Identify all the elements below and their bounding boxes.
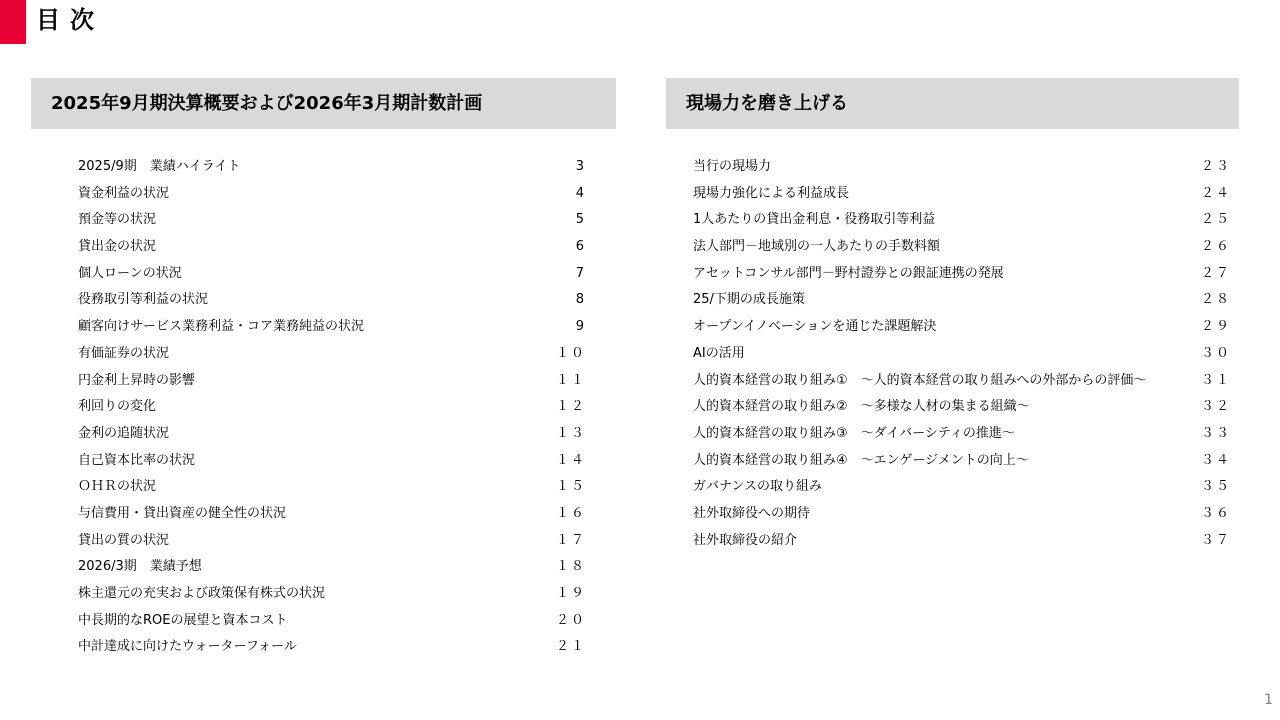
toc-item-page-number: １５ xyxy=(555,479,586,495)
toc-item-page-number: １４ xyxy=(555,452,586,468)
toc-item[interactable] xyxy=(78,554,584,581)
toc-item-page-number: １６ xyxy=(555,505,586,521)
toc-item[interactable] xyxy=(693,528,1229,555)
toc-item-label: 法人部門－地域別の一人あたりの手数料額 xyxy=(693,239,941,255)
page-title: 目次 xyxy=(36,6,104,34)
toc-item-label: 貸出の質の状況 xyxy=(78,532,170,548)
toc-item[interactable] xyxy=(78,501,584,528)
toc-item[interactable] xyxy=(78,287,584,314)
toc-item-page-number: ２１ xyxy=(555,639,586,655)
toc-item-page-number: ２６ xyxy=(1200,239,1231,255)
toc-item[interactable] xyxy=(78,207,584,234)
toc-item[interactable] xyxy=(78,528,584,555)
toc-item-page-number: 4 xyxy=(575,185,586,201)
toc-item-page-number: ２８ xyxy=(1200,292,1231,308)
toc-item-page-number: ２０ xyxy=(555,612,586,628)
toc-item-page-number: ３０ xyxy=(1200,345,1231,361)
toc-item-label: 自己資本比率の状況 xyxy=(78,452,196,468)
toc-item[interactable] xyxy=(78,421,584,448)
toc-item-page-number: ３３ xyxy=(1200,425,1231,441)
toc-item-page-number: ３２ xyxy=(1200,399,1231,415)
toc-item[interactable] xyxy=(78,181,584,208)
toc-item-label: 現場力強化による利益成長 xyxy=(693,185,850,201)
toc-item-label: 円金利上昇時の影響 xyxy=(78,372,196,388)
toc-item[interactable] xyxy=(78,341,584,368)
toc-item-page-number: 7 xyxy=(575,265,586,281)
toc-item[interactable] xyxy=(78,474,584,501)
toc-item[interactable] xyxy=(693,421,1229,448)
toc-item[interactable] xyxy=(693,368,1229,395)
toc-item-label: 中長期的なROEの展望と資本コスト xyxy=(78,612,288,628)
toc-item[interactable] xyxy=(78,634,584,661)
toc-item-label: 25/下期の成長施策 xyxy=(693,292,805,308)
toc-item-page-number: １２ xyxy=(555,399,586,415)
toc-item-page-number: ３１ xyxy=(1200,372,1231,388)
toc-item[interactable] xyxy=(693,341,1229,368)
toc-item-page-number: 3 xyxy=(575,159,586,174)
toc-item-label: 社外取締役への期待 xyxy=(693,505,811,521)
toc-item[interactable] xyxy=(78,154,584,181)
toc-item[interactable] xyxy=(693,207,1229,234)
toc-item[interactable] xyxy=(693,234,1229,261)
toc-item-label: 2025/9期 業績ハイライト xyxy=(78,159,241,174)
toc-item-label: 与信費用・貸出資産の健全性の状況 xyxy=(78,505,287,521)
toc-item-label: ガバナンスの取り組み xyxy=(693,479,822,495)
toc-item-label: ＯＨＲの状況 xyxy=(78,479,157,495)
toc-item[interactable] xyxy=(693,154,1229,181)
toc-item-label: 2026/3期 業績予想 xyxy=(78,559,202,575)
toc-item-page-number: ２５ xyxy=(1200,212,1231,228)
toc-item-label: 中計達成に向けたウォーターフォール xyxy=(78,639,297,655)
toc-item-page-number: ３５ xyxy=(1200,479,1231,495)
toc-item-page-number: 9 xyxy=(575,319,586,335)
toc-list-financial-results xyxy=(78,154,584,661)
toc-item-label: 預金等の状況 xyxy=(78,212,157,228)
toc-item-page-number: １９ xyxy=(555,586,586,601)
toc-item[interactable] xyxy=(78,448,584,475)
toc-item[interactable] xyxy=(78,608,584,635)
section-header-financial-results: 2025年9月期決算概要および2026年3月期計数計画 xyxy=(31,78,616,129)
toc-item-label: アセットコンサル部門－野村證券との銀証連携の発展 xyxy=(693,265,1004,281)
toc-item-label: AIの活用 xyxy=(693,345,745,361)
toc-item-page-number: ２３ xyxy=(1200,159,1231,174)
toc-list-frontline-strength xyxy=(693,154,1229,554)
toc-item-page-number: １１ xyxy=(555,372,586,388)
toc-item[interactable] xyxy=(78,234,584,261)
toc-item[interactable] xyxy=(78,581,584,608)
toc-item-page-number: ３７ xyxy=(1200,532,1231,548)
toc-item[interactable] xyxy=(78,314,584,341)
toc-item[interactable] xyxy=(693,394,1229,421)
toc-item-page-number: ２７ xyxy=(1200,265,1231,281)
toc-item[interactable] xyxy=(693,287,1229,314)
toc-item-page-number: ３６ xyxy=(1200,505,1231,521)
toc-item-page-number: １３ xyxy=(555,425,586,441)
toc-item-label: 資金利益の状況 xyxy=(78,185,170,201)
toc-item-label: 人的資本経営の取り組み④ ～エンゲージメントの向上～ xyxy=(693,452,1029,468)
toc-item[interactable] xyxy=(78,261,584,288)
toc-item[interactable] xyxy=(693,448,1229,475)
toc-item-page-number: １７ xyxy=(555,532,586,548)
toc-item-page-number: 5 xyxy=(575,212,586,228)
toc-item-label: 1人あたりの貸出金利息・役務取引等利益 xyxy=(693,212,936,228)
slide-number: 1 xyxy=(1264,692,1273,708)
toc-item-label: 有価証券の状況 xyxy=(78,345,170,361)
toc-item-page-number: 6 xyxy=(575,239,586,255)
toc-item-label: 利回りの変化 xyxy=(78,399,157,415)
toc-item-label: 人的資本経営の取り組み② ～多様な人材の集まる組織～ xyxy=(693,399,1030,415)
toc-item-label: 社外取締役の紹介 xyxy=(693,532,798,548)
toc-item[interactable] xyxy=(693,314,1229,341)
toc-item-label: 貸出金の状況 xyxy=(78,239,157,255)
toc-item-page-number: 8 xyxy=(575,292,586,308)
section-header-frontline-strength: 現場力を磨き上げる xyxy=(666,78,1239,129)
toc-item[interactable] xyxy=(693,181,1229,208)
toc-item-page-number: ２４ xyxy=(1200,185,1231,201)
toc-item-page-number: ３４ xyxy=(1200,452,1231,468)
toc-item-page-number: １８ xyxy=(555,559,586,575)
toc-item-label: 当行の現場力 xyxy=(693,159,772,174)
toc-item-label: オープンイノベーションを通じた課題解決 xyxy=(693,319,937,335)
toc-item-label: 株主還元の充実および政策保有株式の状況 xyxy=(78,586,326,601)
toc-item-label: 個人ローンの状況 xyxy=(78,265,182,281)
toc-item-label: 顧客向けサービス業務利益・コア業務純益の状況 xyxy=(78,319,365,335)
toc-item-page-number: １０ xyxy=(555,345,586,361)
toc-item-page-number: ２９ xyxy=(1200,319,1231,335)
toc-item[interactable] xyxy=(78,394,584,421)
toc-item[interactable] xyxy=(78,368,584,395)
toc-item-label: 人的資本経営の取り組み③ ～ダイバーシティの推進～ xyxy=(693,425,1015,441)
toc-item-label: 役務取引等利益の状況 xyxy=(78,292,209,308)
toc-item-label: 人的資本経営の取り組み① ～人的資本経営の取り組みへの外部からの評価～ xyxy=(693,372,1147,388)
toc-item[interactable] xyxy=(693,261,1229,288)
toc-item[interactable] xyxy=(693,501,1229,528)
toc-item-label: 金利の追随状況 xyxy=(78,425,170,441)
toc-item[interactable] xyxy=(693,474,1229,501)
title-accent-bar xyxy=(0,0,26,44)
